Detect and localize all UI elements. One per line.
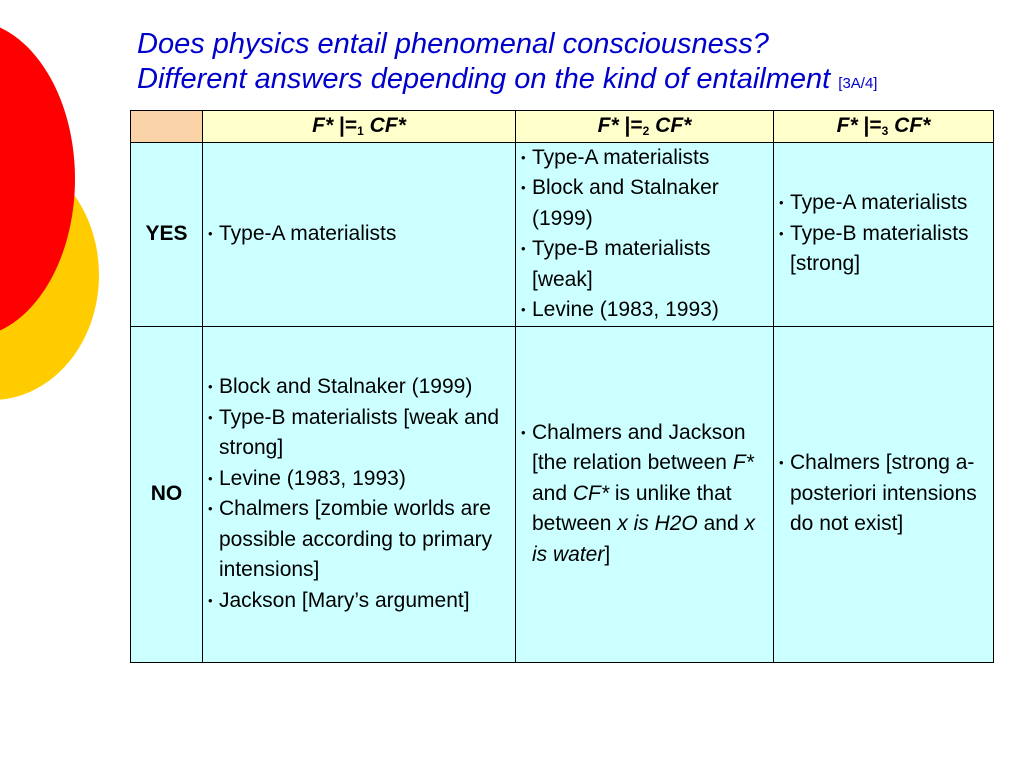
text-fragment: ] [604,542,611,566]
yes-row [131,142,994,326]
header-entailment-1: F* $|=_1$ CF* [203,111,516,143]
header-entailment-3: F* $|=_3$ CF* [774,111,994,143]
list-item: • Chalmers [zombie worlds are possible according to primary intensions] [208,494,511,586]
list-item: • Type-B materialists [weak and strong] [208,403,511,464]
list-item: • Type-B materialists [strong] [779,219,989,280]
list-item: • Type-A materialists [208,219,511,250]
yes-entailment-1-cell [203,142,516,326]
title-line-2-text: Different answers depending on the kind of entailment [137,63,831,95]
text-fragment: x is water [532,512,761,566]
row-label-no: NO [131,326,203,662]
no-row [131,326,994,662]
list-item: • Levine (1983, 1993) [521,295,769,326]
text-fragment: Chalmers and Jackson [the relation between [532,420,752,475]
text-fragment: CF* [572,481,610,505]
title-line-2 [137,62,1017,101]
text-fragment: x is H2O [617,512,698,536]
list-item: • Levine (1983, 1993) [208,464,511,495]
list-item: • Jackson [Mary’s argument] [208,586,511,617]
no-entailment-1-cell [203,326,516,662]
yes-entailment-3-cell [774,142,994,326]
list-item: • Type-A materialists [521,143,769,174]
header-entailment-2: F* $|=_2$ CF* [516,111,774,143]
list-item: • Block and Stalnaker (1999) [521,173,769,234]
slide-reference: [3A/4] [838,75,878,92]
yes-entailment-2-cell [516,142,774,326]
no-entailment-2-cell [516,326,774,662]
row-label-yes: YES [131,142,203,326]
list-item: • Type-B materialists [weak] [521,234,769,295]
header-row [131,111,994,143]
list-item: • Block and Stalnaker (1999) [208,372,511,403]
list-item: • Type-A materialists [779,188,989,219]
text-fragment: F* [732,451,754,475]
no-entailment-3-cell [774,326,994,662]
slide-title [137,27,1017,101]
corner-cell [131,111,203,143]
title-line-1: Does physics entail phenomenal consciousness? [137,28,769,60]
list-item: • Chalmers [strong a-posteriori intensions do not exist] [779,448,989,540]
entailment-table [130,110,994,663]
list-item [521,418,769,571]
text-fragment: and [697,512,745,536]
text-fragment: and [532,451,760,505]
text-fragment: is unlike that between [532,481,738,536]
